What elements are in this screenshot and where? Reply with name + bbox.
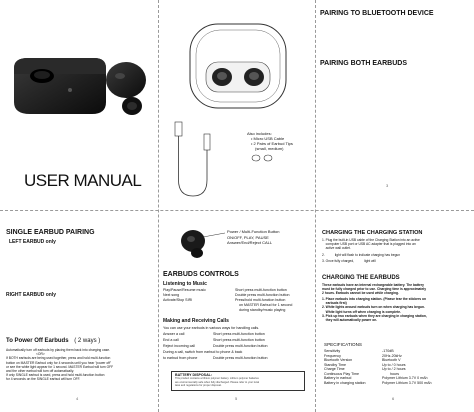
charging-panel bbox=[316, 211, 474, 412]
calls-intro: You can use your earbuds in various ways for handling calls. bbox=[163, 326, 260, 330]
step-line: 1. Plug the built-in USB cable of the Charging Station into an active bbox=[322, 238, 420, 242]
music-heading: Listening to Music bbox=[163, 281, 207, 287]
page-number: 6 bbox=[392, 396, 395, 401]
step-line: earbuds first) bbox=[322, 301, 347, 306]
step-line: 2. White lights around earbuds turn on when charging has begun. bbox=[322, 305, 425, 310]
includes-item: (small, medium) bbox=[255, 146, 284, 151]
instruction-line: If only SINGLE earbud is used, press and hold multi-function button bbox=[6, 373, 105, 378]
earbuds-controls-heading: EARBUDS CONTROLS bbox=[163, 271, 239, 278]
page-number: 3 bbox=[386, 183, 389, 188]
step-line: they will automatically power on. bbox=[322, 318, 378, 323]
instruction-line: If BOTH earbuds are being used together, press and hold multi-function bbox=[6, 356, 111, 361]
power-off-instructions bbox=[6, 348, 156, 382]
power-off-heading bbox=[6, 338, 100, 344]
instruction-line: for 4 seconds on the SINGLE earbud will turn OFF. bbox=[6, 377, 81, 382]
battery-disposal-text: are environmentally safe when fully discharged. Please refer to your local bbox=[175, 380, 260, 384]
includes-list bbox=[251, 136, 293, 151]
includes-item: • Micro USB Cable bbox=[251, 136, 285, 141]
specs-heading: SPECIFICATIONS bbox=[324, 342, 362, 347]
earbud-tips-drawing bbox=[251, 154, 275, 162]
usb-cable-drawing bbox=[171, 120, 217, 202]
battery-disposal-box bbox=[171, 371, 305, 391]
intro-line: 2 hours. Earbuds cannot be used while charging. bbox=[322, 291, 399, 296]
step-line: computer USB port or USB AC adapter that is plugged into an bbox=[322, 242, 416, 247]
page-number: 5 bbox=[235, 396, 238, 401]
pairing-both-heading: PAIRING BOTH EARBUDS bbox=[320, 60, 407, 67]
step-line: 1. Place earbuds into charging station. (Please tear the stickers on bbox=[322, 297, 427, 301]
also-includes-label: Also includes: bbox=[247, 131, 272, 136]
right-earbud-label: RIGHT EARBUD only bbox=[6, 292, 56, 298]
step-line: active wall outlet. bbox=[322, 246, 351, 251]
specs-table: Sensitivity -170dB Frequency 20Hz-20kHz Bluetooth Version Bluetooth V Standby Time Up to / 0 hours Charge Time Up to / 2 hours Continuous Play Time hours Battery in earbud Polymer Lithium 3.7V 0 mAh Battery in charging station Polymer Lithium 3.7V 500 mAh bbox=[324, 349, 432, 385]
page-number: 4 bbox=[76, 396, 79, 401]
charge-station-steps bbox=[322, 238, 472, 263]
music-table: Play/Pause/Resume music Short press multi-function button Next song Double press multi-function button Activate/Stop SIRI Press/hold multi-function button on MASTER Earbud for 1 second during standby/music playing bbox=[163, 288, 293, 312]
includes-item: • 2 Pairs of Earbud Tips bbox=[251, 141, 293, 146]
power-button-label: Power / Multi-Function Button bbox=[227, 229, 280, 234]
power-off-note: ( 2 ways ) bbox=[74, 338, 101, 344]
power-off-title: To Power Off Earbuds bbox=[6, 338, 69, 344]
battery-disposal-text: laws and regulations for proper disposal. bbox=[175, 384, 222, 388]
product-image bbox=[8, 40, 156, 140]
intro-line: These earbuds have an internal rechargeable battery. The battery bbox=[322, 283, 424, 287]
power-button-sub: Answer/End/Reject CALL bbox=[227, 240, 273, 245]
step-line: 3. Once fully charged, light will bbox=[322, 258, 376, 263]
single-pairing-panel bbox=[0, 211, 158, 412]
charging-earbuds-intro bbox=[322, 283, 472, 296]
calls-table: Answer a call Short press multi-function button End a call Short press multi-function button Reject incoming call Double press multi-function button During a call, switch from earbud to phone & back to earbud from phone Double press multi-function button bbox=[163, 332, 268, 360]
single-pairing-heading: SINGLE EARBUD PAIRING bbox=[6, 229, 95, 236]
intro-line: must be fully charged prior to use. Charging time is approximately bbox=[322, 287, 427, 292]
charging-earbuds-heading: CHARGING THE EARBUDS bbox=[322, 275, 400, 281]
calls-heading: Making and Receiving Calls bbox=[163, 318, 229, 324]
left-earbud-label: LEFT EARBUD only bbox=[9, 239, 56, 245]
pairing-panel bbox=[316, 0, 474, 210]
cover-panel bbox=[0, 0, 158, 210]
instruction-line: button on MASTER Earbud only for 4 seconds until you hear "power off" bbox=[6, 360, 112, 365]
earbud-diagram bbox=[165, 225, 225, 261]
instruction-line: <OR> bbox=[36, 352, 45, 357]
step-line: White light turns off when charging is complete. bbox=[322, 309, 401, 314]
power-button-sub: ON/OFF, PLAY, PAUSE bbox=[227, 235, 269, 240]
battery-disposal-title: BATTERY DISPOSAL: bbox=[175, 373, 213, 377]
step-line: 3. Pick up two earbuds when they are charging in charging station, bbox=[322, 313, 427, 318]
instruction-line: or see the white light appear for 1 second. MASTER Earbud will turn OFF bbox=[6, 364, 114, 369]
charge-station-heading: CHARGING THE CHARGING STATION bbox=[322, 230, 423, 236]
charging-earbuds-steps bbox=[322, 297, 472, 322]
step-line: 2. light will flash to indicate charging has begun bbox=[322, 252, 401, 257]
accessories-panel bbox=[159, 0, 315, 210]
battery-disposal-text: This product contains a lithium polymer battery. Lithium polymer batteries bbox=[175, 377, 259, 381]
manual-title: USER MANUAL bbox=[24, 171, 142, 190]
instruction-line: and the other earbud will turn off automatically. bbox=[6, 369, 75, 374]
controls-panel bbox=[159, 211, 315, 412]
pairing-bluetooth-heading: PAIRING TO BLUETOOTH DEVICE bbox=[320, 10, 434, 17]
instruction-line: Automatically turn off earbuds by placing them back into charging case. bbox=[6, 348, 111, 352]
charging-case-drawing bbox=[186, 20, 290, 114]
